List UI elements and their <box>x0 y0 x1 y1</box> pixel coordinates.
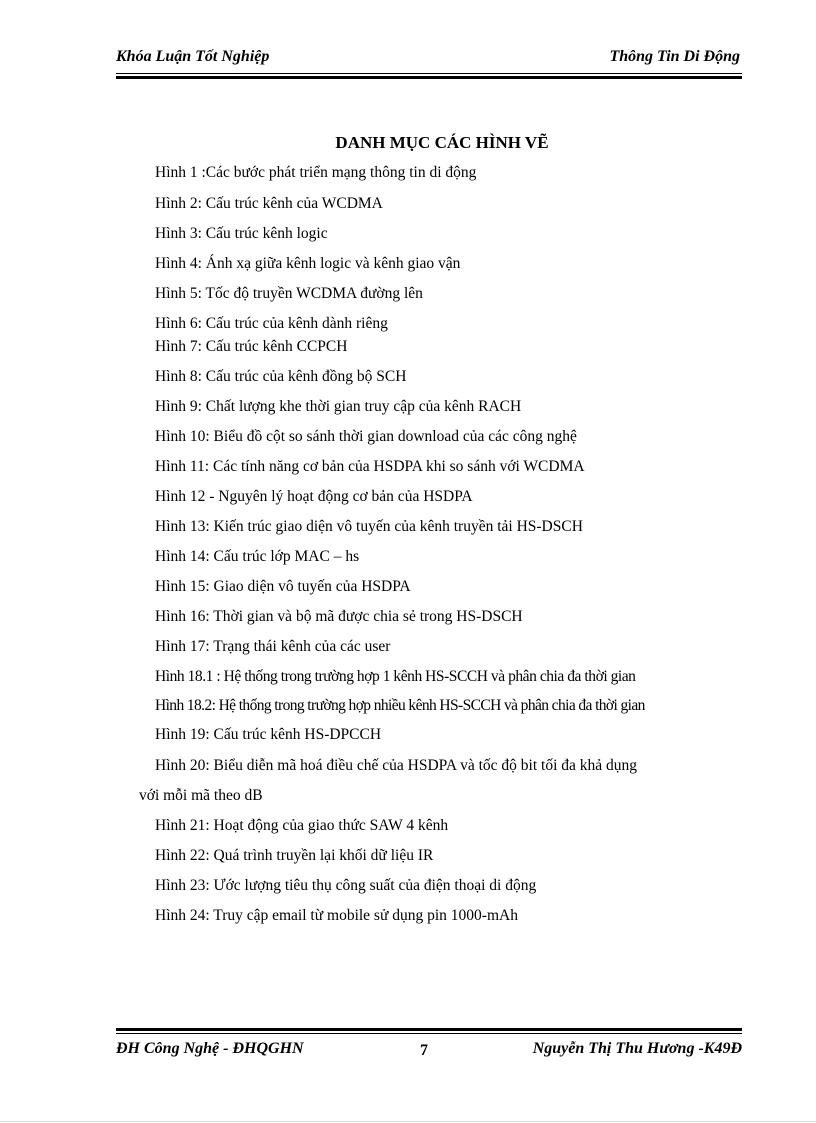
list-item: Hình 16: Thời gian và bộ mã được chia sẻ trong HS-DSCH <box>155 608 523 625</box>
list-item: Hình 19: Cấu trúc kênh HS-DPCCH <box>155 726 382 743</box>
footer-left-text: ĐH Công Nghệ - ĐHQGHN <box>116 1040 304 1057</box>
page-title: DANH MỤC CÁC HÌNH VẼ <box>335 133 549 152</box>
list-item: Hình 24: Truy cập email từ mobile sử dụng pin 1000-mAh <box>155 907 518 924</box>
list-item: Hình 8: Cấu trúc của kênh đồng bộ SCH <box>155 368 407 385</box>
list-item: Hình 21: Hoạt động của giao thức SAW 4 kênh <box>155 817 449 834</box>
page-number: 7 <box>420 1042 428 1059</box>
list-item: Hình 1 :Các bước phát triển mạng thông tin di động <box>155 164 477 181</box>
list-item: Hình 22: Quá trình truyền lại khối dữ liệu IR <box>155 847 434 864</box>
list-item: Hình 6: Cấu trúc của kênh dành riêng <box>155 315 388 332</box>
list-item: Hình 11: Các tính năng cơ bản của HSDPA khi so sánh với WCDMA <box>155 458 585 475</box>
list-item: Hình 18.1 : Hệ thống trong trường hợp 1 kênh HS-SCCH và phân chia đa thời gian <box>155 668 636 685</box>
header-rule-thin <box>116 73 742 74</box>
list-item: Hình 17: Trạng thái kênh của các user <box>155 638 391 655</box>
list-item: Hình 14: Cấu trúc lớp MAC – hs <box>155 548 360 565</box>
page-footer <box>116 1040 742 1062</box>
list-item: Hình 4: Ánh xạ giữa kênh logic và kênh giao vận <box>155 255 461 272</box>
list-item: Hình 23: Ước lượng tiêu thụ công suất của điện thoại di động <box>155 877 537 894</box>
footer-rule-thin <box>116 1033 742 1034</box>
list-item: Hình 13: Kiến trúc giao diện vô tuyến của kênh truyền tải HS-DSCH <box>155 518 583 535</box>
list-item: Hình 9: Chất lượng khe thời gian truy cập của kênh RACH <box>155 398 522 415</box>
list-item: Hình 12 - Nguyên lý hoạt động cơ bản của HSDPA <box>155 488 473 505</box>
header-left-text: Khóa Luận Tốt Nghiệp <box>116 48 270 65</box>
list-item: Hình 20: Biểu diễn mã hoá điều chế của HSDPA và tốc độ bit tối đa khả dụng <box>155 757 638 774</box>
footer-rule-thick <box>116 1028 742 1031</box>
list-item: Hình 7: Cấu trúc kênh CCPCH <box>155 338 348 355</box>
header-right-text: Thông Tin Di Động <box>609 48 740 65</box>
list-item: Hình 2: Cấu trúc kênh của WCDMA <box>155 195 383 212</box>
list-item: Hình 18.2: Hệ thống trong trường hợp nhiều kênh HS-SCCH và phân chia đa thời gian <box>155 697 645 714</box>
list-item: Hình 15: Giao diện vô tuyến của HSDPA <box>155 578 411 595</box>
page-bottom-edge <box>0 1121 816 1122</box>
list-item: Hình 5: Tốc độ truyền WCDMA đường lên <box>155 285 423 302</box>
list-item: Hình 3: Cấu trúc kênh logic <box>155 225 328 242</box>
header-rule-thick <box>116 76 742 79</box>
list-item: với mỗi mã theo dB <box>139 787 263 804</box>
list-item: Hình 10: Biểu đồ cột so sánh thời gian download của các công nghệ <box>155 428 577 445</box>
page-header <box>116 48 740 68</box>
footer-right-text: Nguyễn Thị Thu Hương -K49Đ <box>532 1040 742 1057</box>
